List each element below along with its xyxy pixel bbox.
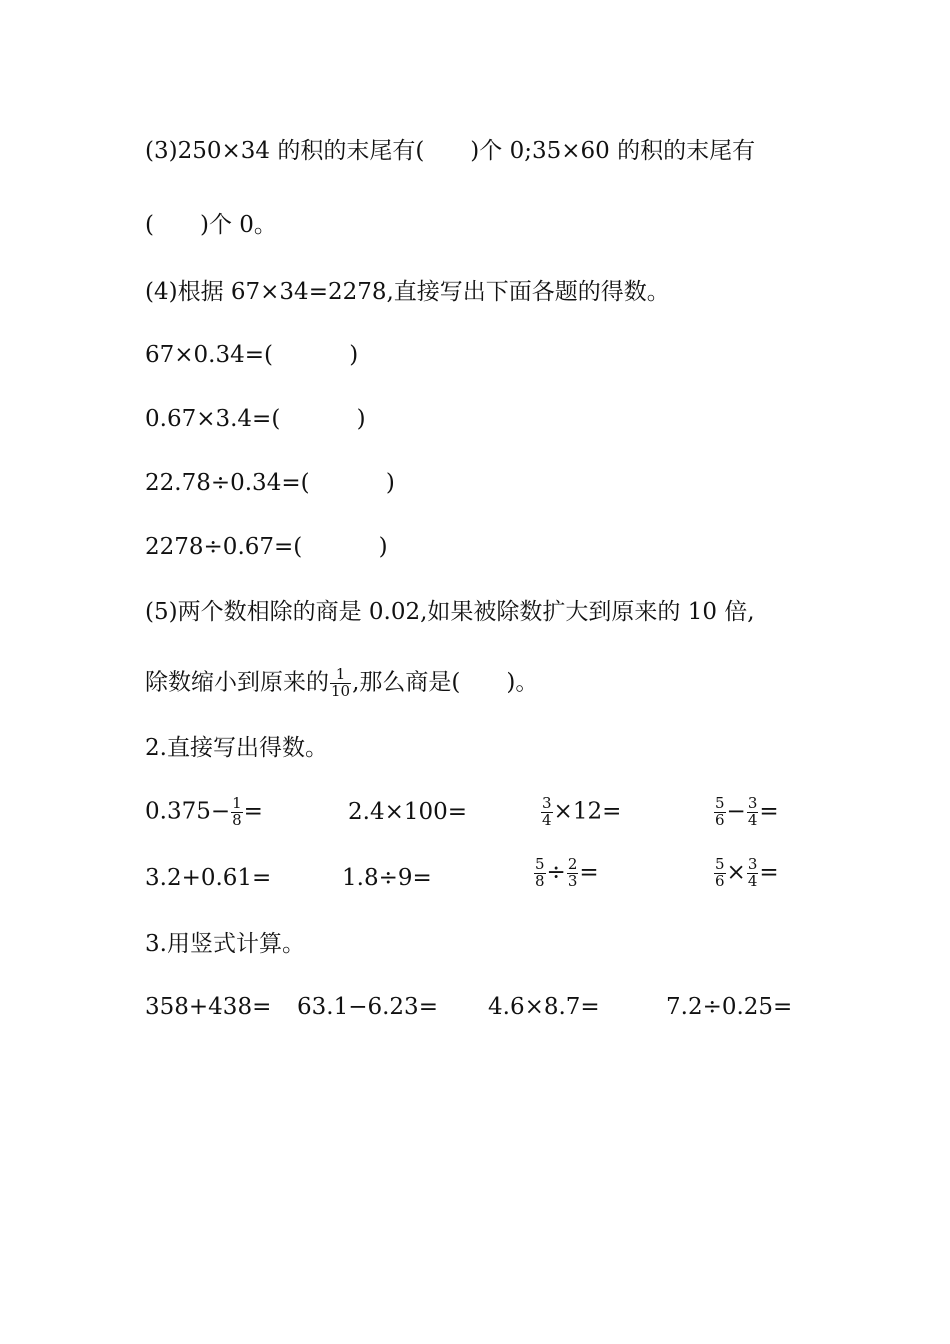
calc-r1-b: 2.4×100= xyxy=(348,799,468,825)
fraction xyxy=(330,667,351,700)
q4-item-3: 22.78÷0.34=( ) xyxy=(145,470,395,496)
vertical-calc-4: 7.2÷0.25= xyxy=(666,994,793,1020)
q3-line-1: (3)250×34 的积的末尾有( )个 0;35×60 的积的末尾有 xyxy=(145,138,756,164)
fraction-numerator: 3 xyxy=(747,855,758,873)
fraction-denominator: 4 xyxy=(747,871,758,890)
fraction xyxy=(231,796,243,829)
calc-operator: ÷ xyxy=(546,859,566,886)
q4-item-1: 67×0.34=( ) xyxy=(145,342,359,368)
fraction xyxy=(567,857,579,890)
calc-operator: − xyxy=(726,798,746,825)
fraction-numerator: 3 xyxy=(747,794,758,812)
fraction-numerator: 2 xyxy=(567,855,578,873)
fraction xyxy=(747,796,759,829)
fraction-denominator: 6 xyxy=(715,871,725,890)
calc-r2-a: 3.2+0.61= xyxy=(145,865,272,891)
fraction-denominator: 8 xyxy=(535,871,545,890)
fraction-numerator: 3 xyxy=(542,794,552,812)
calc-operator: × xyxy=(726,859,746,886)
vertical-calc-2: 63.1−6.23= xyxy=(297,994,438,1020)
fraction-denominator: 10 xyxy=(331,681,351,700)
q4-item-4: 2278÷0.67=( ) xyxy=(145,534,388,560)
fraction xyxy=(747,857,759,890)
q3-line-2: ( )个 0。 xyxy=(145,212,277,238)
vertical-calc-1: 358+438= xyxy=(145,994,272,1020)
q5-text-before: 除数缩小到原来的 xyxy=(145,669,329,696)
calc-text: = xyxy=(759,798,779,825)
calc-text: 0.375− xyxy=(145,798,231,825)
q5-line-2 xyxy=(145,667,538,700)
calc-text: = xyxy=(759,859,779,886)
fraction-denominator: 8 xyxy=(232,810,242,829)
calc-text: = xyxy=(579,859,599,886)
fraction xyxy=(714,857,726,890)
fraction-denominator: 4 xyxy=(747,810,758,829)
q4-item-2: 0.67×3.4=( ) xyxy=(145,406,366,432)
calc-r2-c xyxy=(533,857,599,890)
fraction-numerator: 1 xyxy=(330,667,351,684)
vertical-calc-3: 4.6×8.7= xyxy=(488,994,600,1020)
calc-r2-b: 1.8÷9= xyxy=(342,865,432,891)
fraction-denominator: 4 xyxy=(542,810,552,829)
fraction-numerator: 5 xyxy=(715,855,725,873)
fraction-numerator: 5 xyxy=(715,794,725,812)
fraction-numerator: 5 xyxy=(535,855,545,873)
calc-r2-d xyxy=(713,857,779,890)
calc-r1-a xyxy=(145,796,263,829)
q5-text-after: ,那么商是( )。 xyxy=(352,669,539,696)
q4-intro: (4)根据 67×34=2278,直接写出下面各题的得数。 xyxy=(145,279,670,305)
fraction xyxy=(534,857,546,890)
section-3-title: 3.用竖式计算。 xyxy=(145,931,305,957)
fraction xyxy=(541,796,553,829)
calc-text: = xyxy=(243,798,263,825)
section-2-title: 2.直接写出得数。 xyxy=(145,735,328,761)
q5-line-1: (5)两个数相除的商是 0.02,如果被除数扩大到原来的 10 倍, xyxy=(145,599,755,625)
fraction-denominator: 3 xyxy=(567,871,578,890)
fraction-numerator: 1 xyxy=(232,794,242,812)
fraction xyxy=(714,796,726,829)
calc-r1-c xyxy=(540,796,621,829)
fraction-denominator: 6 xyxy=(715,810,725,829)
calc-text: ×12= xyxy=(553,798,622,825)
calc-r1-d xyxy=(713,796,779,829)
